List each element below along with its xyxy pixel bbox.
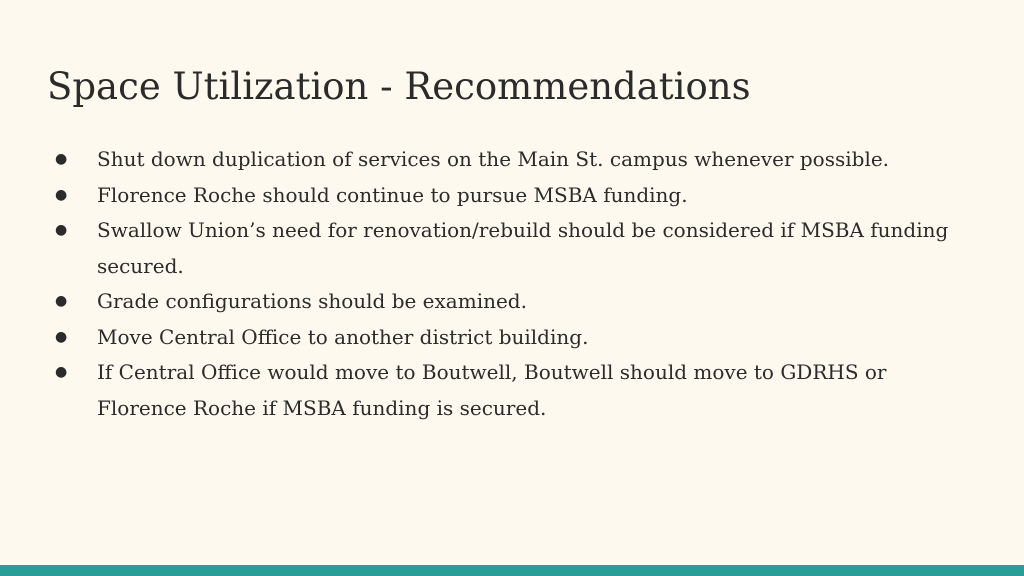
bullet-item [55, 320, 975, 356]
bullet-text: Grade configurations should be examined. [97, 289, 527, 313]
bullet-text: Shut down duplication of services on the Main St. campus whenever possible. [97, 147, 890, 171]
bullet-icon: ● [55, 328, 68, 345]
bullet-text: If Central Office would move to Boutwell, Boutwell should move to GDRHS or Florence Roche if MSBA funding is secured. [97, 360, 887, 420]
bullet-icon: ● [55, 186, 68, 203]
bullet-text: Swallow Union’s need for renovation/rebuild should be considered if MSBA funding secured. [97, 218, 949, 278]
slide-title: Space Utilization - Recommendations [47, 65, 751, 108]
bullet-list [55, 142, 975, 426]
bullet-icon: ● [55, 151, 68, 167]
bullet-item [55, 284, 975, 320]
footer-accent-bar [0, 565, 1024, 576]
bullet-text: Florence Roche should continue to pursue MSBA funding. [97, 182, 688, 207]
bullet-icon: ● [55, 222, 68, 238]
bullet-item [55, 142, 975, 178]
bullet-item [55, 213, 975, 284]
bullet-icon: ● [55, 293, 68, 309]
bullet-text: Move Central Office to another district building. [97, 324, 589, 349]
bullet-icon: ● [55, 364, 68, 380]
bullet-item [55, 355, 975, 426]
bullet-item [55, 178, 975, 214]
